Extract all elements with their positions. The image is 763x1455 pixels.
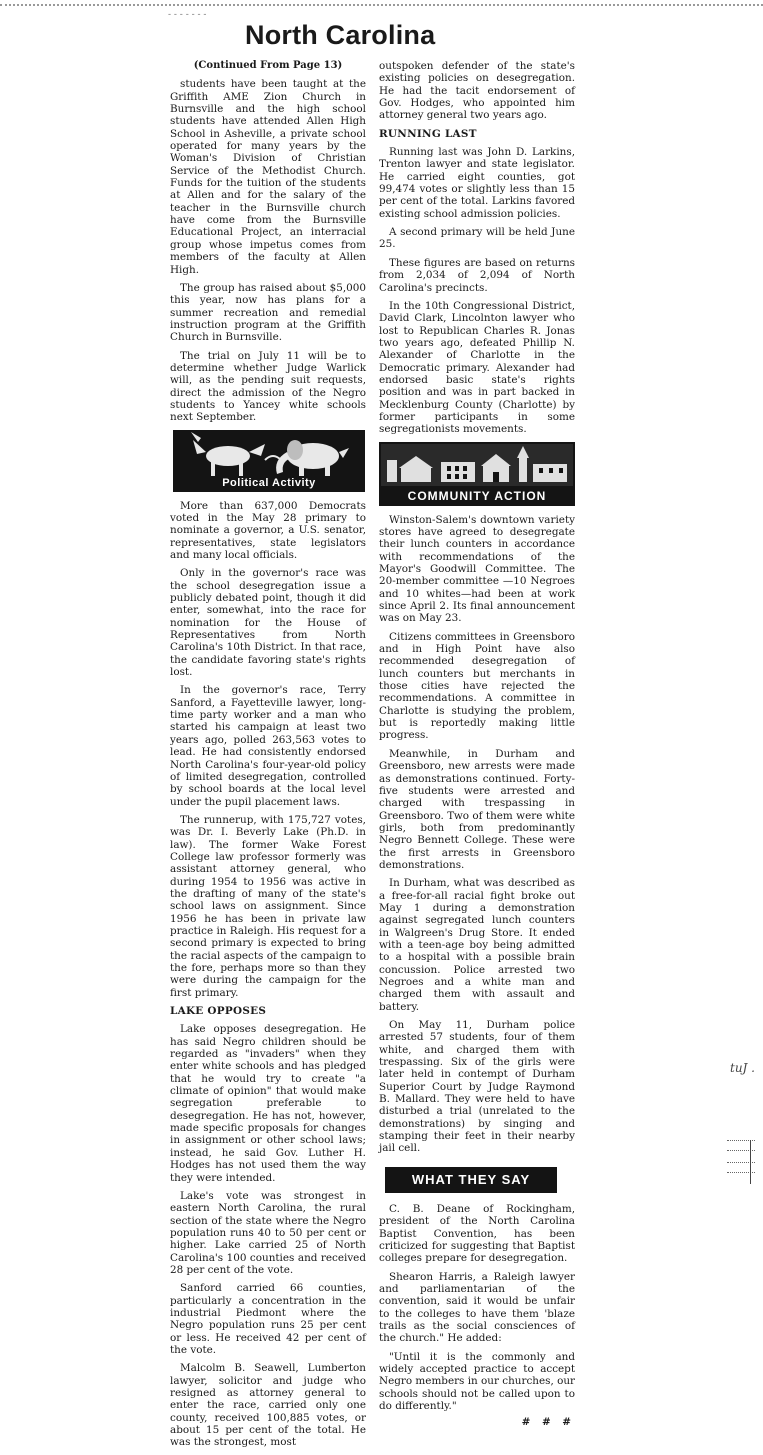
subhead-lake-opposes: LAKE OPPOSES [170, 1005, 267, 1018]
page-title: North Carolina [245, 20, 436, 50]
community-action-paragraphs [379, 514, 575, 1155]
paragraph: Meanwhile, in Durham and Greensboro, new arrests were made as demonstrations continued. Forty-five students were arrested and charged with trespassing in Greensboro. Two of them were white girls, both from predominantly Negro Bennett College. These were the first arrests in Greensboro demonstrations. [379, 747, 575, 871]
margin-bar [750, 1140, 751, 1184]
paragraph: The trial on July 11 will be to determine whether Judge Warlick will, as the pending suit requests, direct the admission of the Negro students to Yancey white schools next September. [170, 349, 366, 424]
paragraph: Malcolm B. Seawell, Lumberton lawyer, solicitor and judge who resigned as attorney general to enter the race, carried only one county, received 100,885 votes, or about 15 per cent of the total. He was the strongest, most [170, 1362, 366, 1449]
paragraph: Winston-Salem's downtown variety stores have agreed to desegregate their lunch counters in accordance with recommendations of the Mayor's Goodwill Committee. The 20-member committee —10 Negroes and 10 whites—had been at work since April 2. Its final announcement was on May 23. [379, 513, 575, 625]
political-activity-paragraphs [170, 500, 366, 999]
what-they-say-box [385, 1167, 557, 1193]
paragraph: More than 637,000 Democrats voted in the May 28 primary to nominate a governor, a U.S. senator, representatives, state legislators and many local officials. [170, 499, 366, 561]
paragraph: Lake's vote was strongest in eastern North Carolina, the rural section of the state where the Negro population runs 40 to 50 per cent or higher. Lake carried 25 of North Carolina's 100 counties and received 28 per cent of the vote. [170, 1189, 366, 1276]
paragraph: Lake opposes desegregation. He has said Negro children should be regarded as "invaders" when they enter white schools and has pledged that he would try to create "a climate of opinion" that would make segregation preferable to desegregation. He has not, however, made specific proposals for changes in assignment or other school laws; instead, he said Gov. Luther H. Hodges has not used them the way they were intended. [170, 1023, 366, 1184]
lake-opposes-paragraphs [170, 1023, 366, 1448]
page-top-rule [0, 4, 763, 6]
paragraph: On May 11, Durham police arrested 57 students, four of them white, and charged them with trespassing. Six of the girls were later held in contempt of Durham Superior Court by Judge Raymond B. Mallard. They were held to have disturbed a trial (unrelated to the demonstrations) by singing and stamping their feet in their nearby jail cell. [379, 1019, 575, 1155]
paragraph: C. B. Deane of Rockingham, president of the North Carolina Baptist Convention, has been criticized for suggesting that Baptist colleges prepare for desegregation. [379, 1202, 575, 1265]
paragraph: These figures are based on returns from 2,034 of 2,094 of North Carolina's precincts. [379, 256, 575, 294]
intro-paragraphs [170, 78, 366, 423]
margin-note: tuJ . [730, 1061, 755, 1075]
paragraph: In Durham, what was described as a free-for-all racial fight broke out May 1 during a demonstration against segregated lunch counters in Walgreen's Drug Store. It ended with a teen-age boy being admitted to a hospital with a possible brain concussion. Police arrested two Negroes and a white man and charged them with assault and battery. [379, 877, 575, 1013]
community-action-box [379, 442, 575, 506]
paragraph: Sanford carried 66 counties, particularly a concentration in the industrial Piedmont where the Negro population runs 25 per cent or less. He received 42 per cent of the vote. [170, 1282, 366, 1356]
political-activity-box [173, 430, 365, 492]
paragraph: Citizens committees in Greensboro and in High Point have also recommended desegregation of lunch counters but merchants in those cities have rejected the recommendations. A committee in Charlotte is studying the problem, but is reportedly making little progress. [379, 630, 575, 742]
paragraph: "Until it is the commonly and widely accepted practice to accept Negro members in our churches, our schools should not be called upon to do differently." [379, 1350, 575, 1412]
paragraph: A second primary will be held June 25. [379, 226, 575, 251]
paragraph: In the 10th Congressional District, David Clark, Lincolnton lawyer who lost to Republican Charles R. Jonas two years ago, defeated Phillip N. Alexander of Charlotte in the Democratic primary. Alexander had endorsed basic state's rights position and was in part backed in Mecklenburg County (Charlotte) by former participants in some segregationists movements. [379, 299, 575, 436]
paragraph: outspoken defender of the state's existing policies on desegregation. He had the tacit endorsement of Gov. Hodges, who appointed him attorney general two years ago. [379, 60, 575, 122]
continued-note: (Continued From Page 13) [193, 60, 343, 71]
paragraph: The group has raised about $5,000 this year, now has plans for a summer recreation and remedial instruction program at the Griffith Church in Burnsville. [170, 281, 366, 344]
running-last-paragraphs [379, 146, 575, 436]
political-activity-label: Political Activity [222, 477, 316, 490]
paragraph: students have been taught at the Griffith AME Zion Church in Burnsville and the high school students have attended Allen High School in Asheville, a private school operated for many years by the Woman's Division of Christian Service of the Methodist Church. Funds for the tuition of the students at Allen and for the salary of the teacher in the Burnsville church have come from the Burnsville Educational Project, an interracial group whose impetus comes from members of the faculty at Allen High. [170, 78, 366, 276]
header-dash: - - - - - - - [168, 10, 207, 20]
paragraph: Only in the governor's race was the school desegregation issue a publicly debated point, though it did enter, somewhat, into the race for nomination for the House of Representatives from North Carolina's 10th District. In that race, the candidate favoring state's rights lost. [170, 567, 366, 679]
community-action-label: COMMUNITY ACTION [407, 489, 547, 504]
subhead-running-last: RUNNING LAST [379, 127, 477, 140]
end-mark: # # # [521, 1416, 575, 1429]
paragraph: In the governor's race, Terry Sanford, a Fayetteville lawyer, long-time party worker and a man who started his campaign at least two years ago, polled 263,563 votes to lead. He had consistently endorsed North Carolina's four-year-old policy of limited desegregation, controlled by school boards at the local level under the pupil placement laws. [170, 684, 366, 808]
paragraph: Running last was John D. Larkins, Trenton lawyer and state legislator. He carried eight counties, got 99,474 votes or slightly less than 15 per cent of the total. Larkins favored existing school admission policies. [379, 146, 575, 220]
what-they-say-label: WHAT THEY SAY [411, 1171, 531, 1187]
paragraph: Shearon Harris, a Raleigh lawyer and parliamentarian of the convention, said it would be unfair to the colleges to have them 'blaze trails as the social consciences of the church." He added: [379, 1270, 575, 1345]
column-right [379, 60, 575, 1429]
column-left [170, 60, 366, 1455]
paragraph: The runnerup, with 175,727 votes, was Dr. I. Beverly Lake (Ph.D. in law). The former Wake Forest College law professor formerly was assistant attorney general, who during 1954 to 1956 was active in the drafting of many of the state's school laws on assignment. Since 1956 he has been in private law practice in Raleigh. His request for a second primary is expected to bring the racial aspects of the campaign to the fore, perhaps more so than they were during the campaign for the first primary. [170, 813, 366, 999]
what-they-say-paragraphs [379, 1203, 575, 1413]
